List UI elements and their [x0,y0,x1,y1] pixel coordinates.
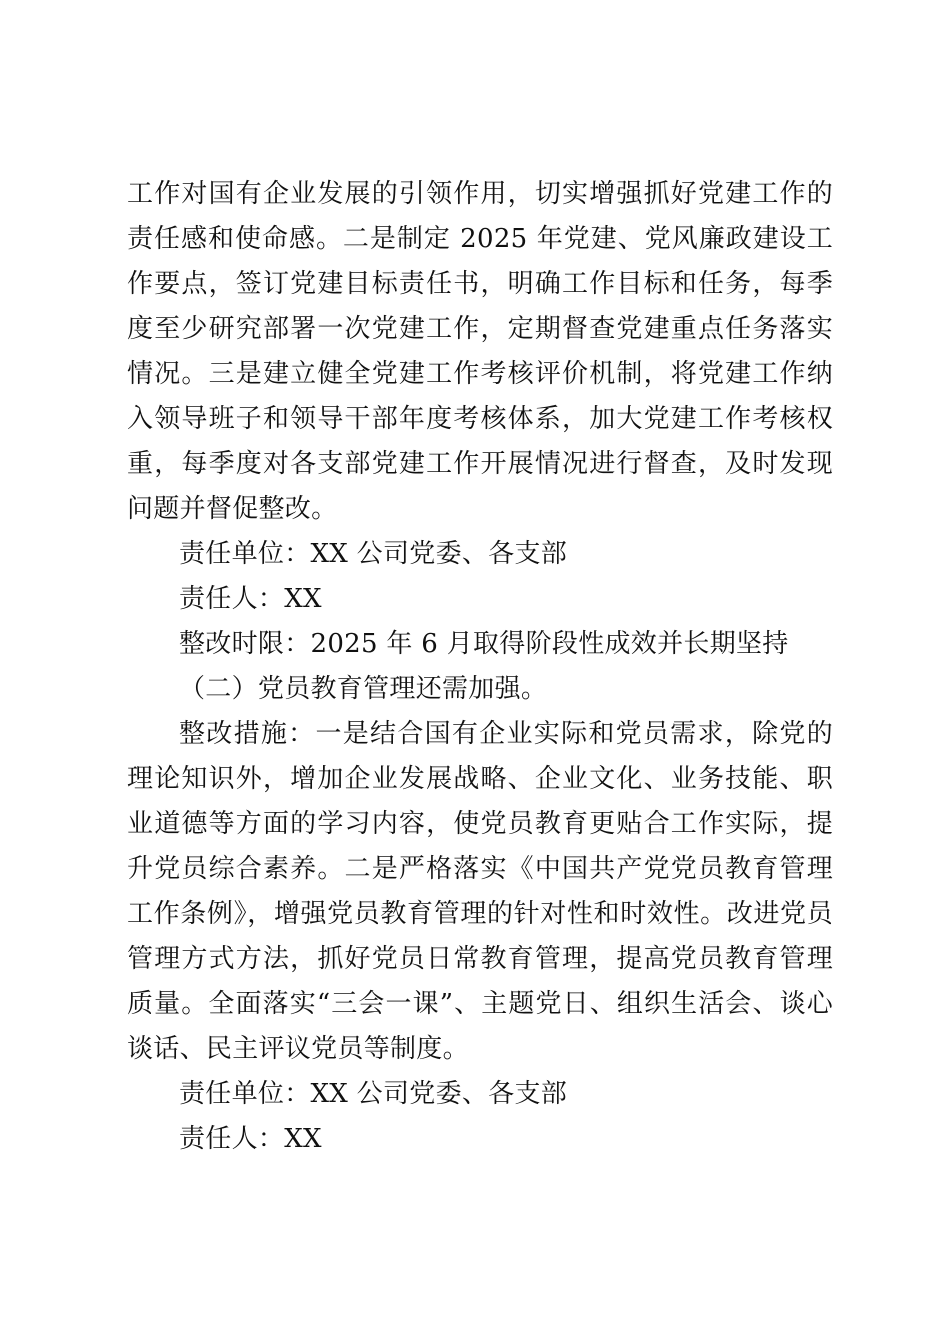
responsible-unit-2: 责任单位：XX 公司党委、各支部 [179,1079,568,1109]
deadline-1: 整改时限：2025 年 6 月取得阶段性成效并长期坚持 [179,629,789,659]
responsible-unit-1: 责任单位：XX 公司党委、各支部 [179,539,568,569]
paragraph-education-measures: 整改措施：一是结合国有企业实际和党员需求，除党的理论知识外，增加企业发展战略、企业文化、业务技能、职业道德等方面的学习内容，使党员教育更贴合工作实际，提升党员综合素养。二是严格落实《中国共产党党员教育管理工作条例》，增强党员教育管理的针对性和时效性。改进党员管理方式方法，抓好党员日常教育管理，提高党员教育管理质量。全面落实“三会一课”、主题党日、组织生活会、谈心谈话、民主评议党员等制度。 [127,719,833,1064]
responsible-person-2: 责任人：XX [179,1124,322,1154]
section-heading-2: （二）党员教育管理还需加强。 [179,674,548,704]
paragraph-party-building-measures: 工作对国有企业发展的引领作用，切实增强抓好党建工作的责任感和使命感。二是制定 2025 年党建、党风廉政建设工作要点，签订党建目标责任书，明确工作目标和任务，每季度至少研究部署一次党建工作，定期督查党建重点任务落实情况。三是建立健全党建工作考核评价机制，将党建工作纳入领导班子和领导干部年度考核体系，加大党建工作考核权重，每季度对各支部党建工作开展情况进行督查，及时发现问题并督促整改。 [127,179,833,524]
document-body [127,172,833,1162]
responsible-person-1: 责任人：XX [179,584,322,614]
